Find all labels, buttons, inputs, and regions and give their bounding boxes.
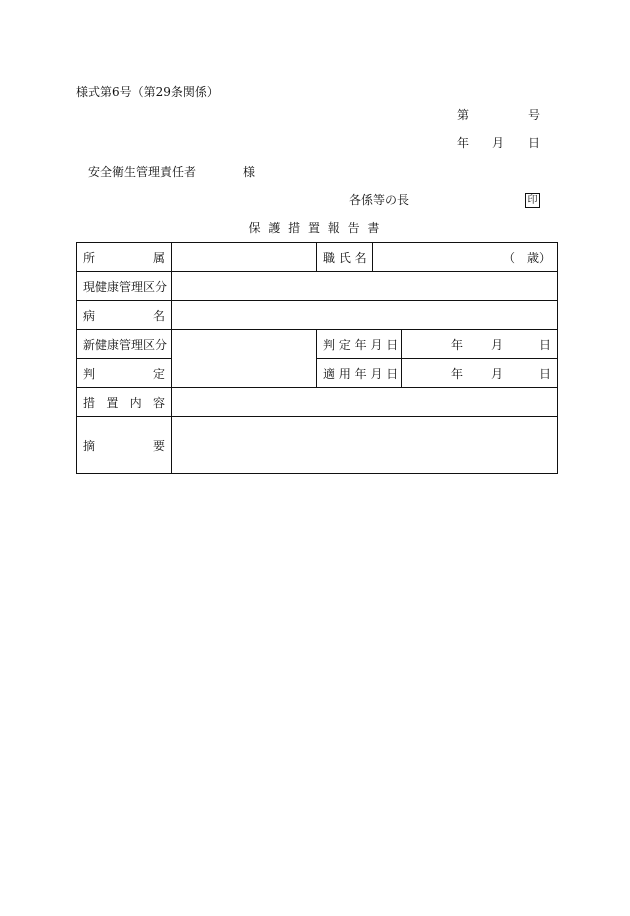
report-table — [76, 242, 558, 474]
new-category-value[interactable] — [172, 330, 317, 388]
row-new-category — [77, 330, 558, 359]
sender: 各係等の長 — [349, 193, 410, 207]
disease-label: 病 名 — [77, 301, 172, 330]
honorific: 様 — [243, 165, 256, 179]
current-category-value[interactable] — [172, 272, 558, 301]
current-category-label: 現健康管理区分 — [77, 272, 172, 301]
addressee: 安全衛生管理責任者 — [88, 165, 197, 179]
summary-value[interactable] — [172, 417, 558, 474]
affiliation-value[interactable] — [172, 243, 317, 272]
measures-value[interactable] — [172, 388, 558, 417]
form-number: 様式第6号（第29条関係） — [76, 85, 219, 99]
name-label: 職 氏 名 — [317, 243, 373, 272]
judgment-date-value[interactable]: 年 月 日 — [402, 330, 558, 359]
age-open: （ — [502, 250, 515, 265]
doc-no-suffix: 号 — [528, 108, 541, 122]
seal-mark — [525, 193, 540, 208]
summary-label: 摘 要 — [77, 417, 172, 474]
document-title: 保 護 措 置 報 告 書 — [248, 221, 382, 235]
row-summary — [77, 417, 558, 474]
header-date-day: 日 — [528, 136, 541, 150]
row-judgment — [77, 359, 558, 388]
judgment-date-label: 判 定 年 月 日 — [317, 330, 402, 359]
header-date-month: 月 — [492, 136, 505, 150]
application-date-value[interactable]: 年 月 日 — [402, 359, 558, 388]
header-date-year: 年 — [457, 136, 470, 150]
judgment-label: 判 定 — [77, 359, 172, 388]
age-close: 歳） — [526, 250, 551, 265]
measures-label: 措 置 内 容 — [77, 388, 172, 417]
name-value[interactable] — [373, 243, 558, 272]
row-affiliation — [77, 243, 558, 272]
row-current-category — [77, 272, 558, 301]
affiliation-label: 所 属 — [77, 243, 172, 272]
new-category-label: 新健康管理区分 — [77, 330, 172, 359]
doc-no-prefix: 第 — [457, 108, 470, 122]
row-disease — [77, 301, 558, 330]
seal-text: 印 — [525, 193, 540, 208]
row-measures — [77, 388, 558, 417]
disease-value[interactable] — [172, 301, 558, 330]
application-date-label: 適 用 年 月 日 — [317, 359, 402, 388]
